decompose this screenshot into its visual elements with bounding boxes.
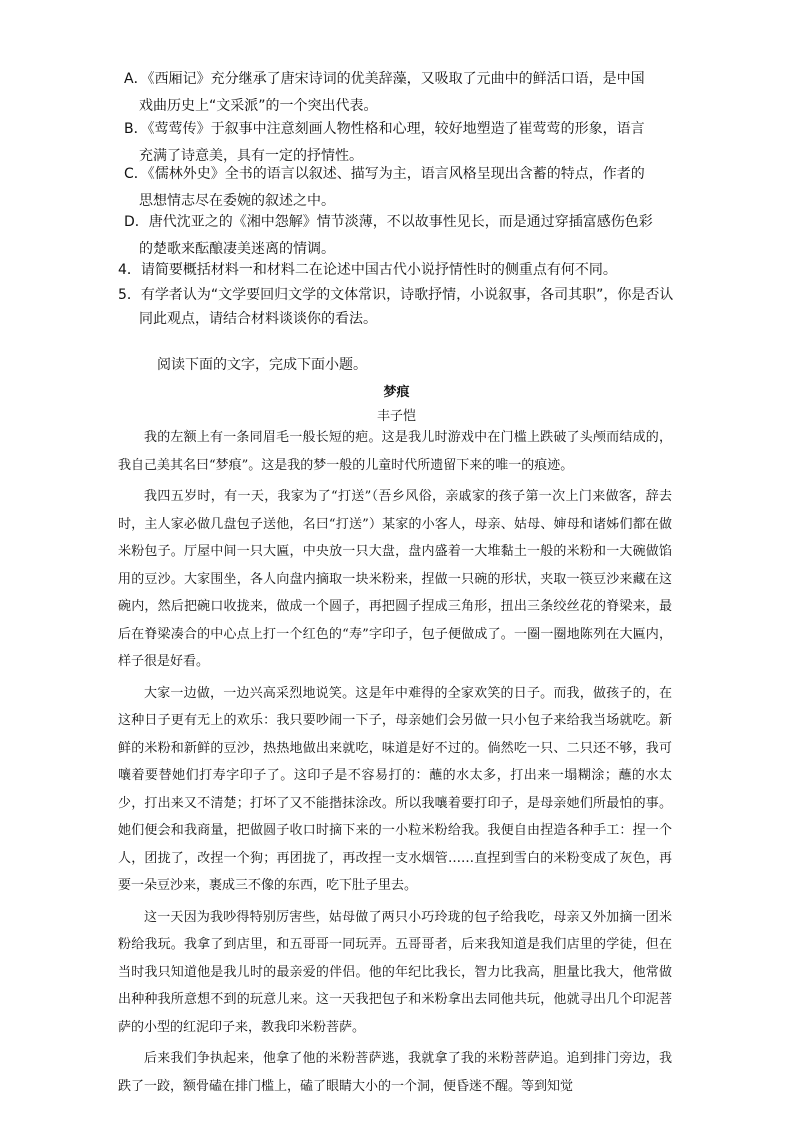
option-a [124, 66, 679, 120]
question-5-line-2: 同此观点，请结合材料谈谈你的看法。 [139, 311, 377, 327]
question-4: 4．请简要概括材料一和材料二在论述中国古代小说抒情性时的侧重点有何不同。 [118, 262, 617, 278]
reading-instruction: 阅读下面的文字，完成下面小题。 [157, 357, 367, 373]
option-b-line-1: B．《莺莺传》于叙事中注意刻画人物性格和心理，较好地塑造了崔莺莺的形象，语言 [124, 121, 645, 137]
option-c-line-2: 思想情志尽在委婉的叙述之中。 [139, 193, 335, 209]
question-5-line-1: 5．有学者认为“文学要回归文学的文体常识，诗歌抒情，小说叙事，各司其职”，你是否认 [118, 287, 674, 303]
option-a-line-2: 戏曲历史上“文采派”的一个突出代表。 [139, 98, 378, 114]
paragraph-4: 这一天因为我吵得特别厉害些，姑母做了两只小巧玲珑的包子给我吃，母亲又外加摘一团米粉给我玩。我拿了到店里，和五哥哥一同玩弄。五哥哥者，后来我知道是我们店里的学徒，但在当时我只知道他是我儿时的最亲爱的伴侣。他的年纪比我长，智力比我高，胆量比我大，他常做出种种我所意想不到的玩意儿来。这一天我把包子和米粉拿出去同他共玩，他就寻出几个印泥菩萨的小型的红泥印子来，教我印米粉菩萨。 [118, 909, 672, 1035]
option-d-line-2: 的楚歌来酝酿凄美迷离的情调。 [139, 241, 335, 257]
paragraph-2: 我四五岁时，有一天，我家为了“打送”（吾乡风俗，亲戚家的孩子第一次上门来做客，辞去时，主人家必做几盘包子送他，名曰“打送”）某家的小客人，母亲、姑母、婶母和诸姊们都在做米粉包子。厅屋中间一只大匾，中央放一只大盘，盘内盛着一大堆黏土一般的米粉和一大碗做馅用的豆沙。大家围坐，各人向盘内摘取一块米粉来，捏做一只碗的形状，夹取一筷豆沙来藏在这碗内，然后把碗口收拢来，做成一个圆子，再把圆子捏成三角形，扭出三条绞丝花的脊梁来，最后在脊梁凑合的中心点上打一个红色的“寿”字印子，包子便做成了。一圈一圈地陈列在大匾内，样子很是好看。 [118, 489, 672, 669]
paragraph-1: 我的左额上有一条同眉毛一般长短的疤。这是我儿时游戏中在门槛上跌破了头颅而结成的，我自己美其名曰“梦痕”。这是我的梦一般的儿童时代所遗留下来的唯一的痕迹。 [118, 430, 672, 473]
option-b-line-2: 充满了诗意美，具有一定的抒情性。 [139, 148, 363, 164]
article-body [118, 424, 672, 1100]
option-c-line-1: C．《儒林外史》全书的语言以叙述、描写为主，语言风格呈现出含蓄的特点，作者的 [124, 166, 645, 182]
paragraph-5: 后来我们争执起来，他拿了他的米粉菩萨逃，我就拿了我的米粉菩萨追。追到排门旁边，我跌了一跤，额骨磕在排门槛上，磕了眼睛大小的一个洞，便昏迷不醒。等到知觉 [118, 1051, 672, 1094]
option-c [124, 161, 679, 215]
article-author: 丰子恺 [376, 409, 416, 424]
option-a-line-1: A．《西厢记》充分继承了唐宋诗词的优美辞藻，又吸取了元曲中的鲜活口语，是中国 [124, 71, 645, 87]
option-d-line-1: D．唐代沈亚之的《湘中怨解》情节淡薄，不以故事性见长，而是通过穿插富感伤色彩 [124, 214, 653, 230]
article-title: 梦痕 [383, 385, 410, 400]
paragraph-3: 大家一边做，一边兴高采烈地说笑。这是年中难得的全家欢笑的日子。而我，做孩子的，在这种日子更有无上的欢乐：我只要吵闹一下子，母亲她们会另做一只小包子来给我当场就吃。新鲜的米粉和新鲜的豆沙，热热地做出来就吃，味道是好不过的。倘然吃一只、二只还不够，我可嚷着要替她们打寿字印子了。这印子是不容易打的：蘸的水太多，打出来一塌糊涂；蘸的水太少，打出来又不清楚；打坏了又不能揩抹涂改。所以我嚷着要打印子，是母亲她们所最怕的事。她们便会和我商量，把做圆子收口时摘下来的一小粒米粉给我。我便自由捏造各种手工：捏一个人，团拢了，改捏一个狗；再团拢了，再改捏一支水烟管……直捏到雪白的米粉变成了灰色，再要一朵豆沙来，裹成三不像的东西，吃下肚子里去。 [118, 685, 672, 893]
option-d [124, 209, 679, 263]
